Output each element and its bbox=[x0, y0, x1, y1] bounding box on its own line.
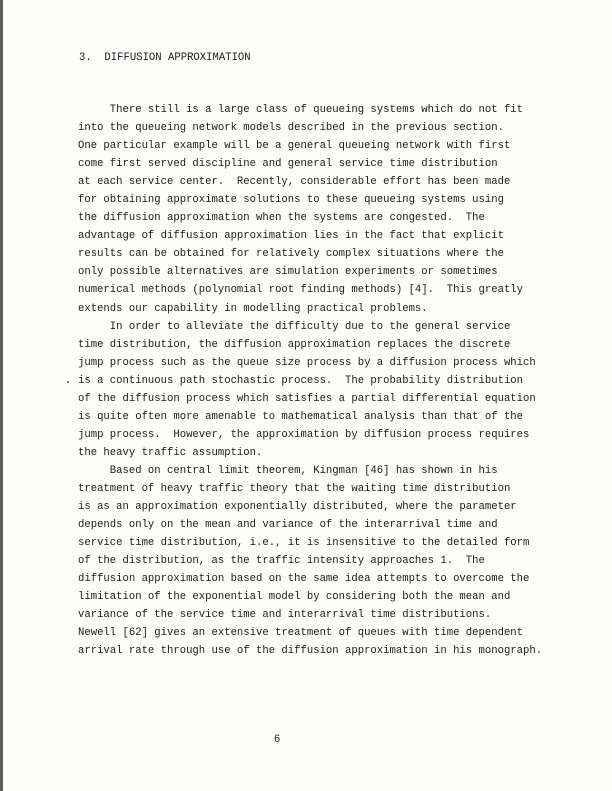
paragraph-1 bbox=[78, 101, 600, 318]
text-line: only possible alternatives are simulation experiments or sometimes bbox=[78, 266, 498, 279]
text-line: into the queueing network models described in the previous section. bbox=[78, 122, 504, 135]
paragraph-2 bbox=[78, 318, 600, 462]
text-line: of the diffusion process which satisfies a partial differential equation bbox=[78, 392, 536, 405]
text-line: extends our capability in modelling practical problems. bbox=[78, 302, 428, 315]
section-body bbox=[78, 101, 600, 660]
text-line: Newell [62] gives an extensive treatment of queues with time dependent bbox=[78, 627, 524, 640]
text-line: is quite often more amenable to mathematical analysis than that of the bbox=[78, 410, 524, 423]
text-line: Based on central limit theorem, Kingman [46] has shown in his bbox=[78, 464, 498, 477]
text-line: arrival rate through use of the diffusion approximation in his monograph. bbox=[78, 645, 543, 658]
text-line: In order to alleviate the difficulty due to the general service bbox=[78, 320, 511, 333]
text-line: limitation of the exponential model by considering both the mean and bbox=[78, 591, 511, 604]
text-line: the diffusion approximation when the systems are congested. The bbox=[78, 212, 485, 225]
text-line: One particular example will be a general queueing network with first bbox=[78, 140, 511, 153]
text-line: jump process. However, the approximation by diffusion process requires bbox=[78, 428, 530, 441]
text-line: numerical methods (polynomial root finding methods) [4]. This greatly bbox=[78, 284, 524, 297]
text-line: service time distribution, i.e., it is insensitive to the detailed form bbox=[78, 537, 530, 550]
text-line: is a continuous path stochastic process. The probability distribution bbox=[78, 374, 524, 387]
paragraph-3 bbox=[78, 462, 600, 661]
text-line: results can be obtained for relatively complex situations where the bbox=[78, 248, 504, 261]
text-line: variance of the service time and interarrival time distributions. bbox=[78, 609, 492, 622]
text-line: jump process such as the queue size process by a diffusion process which bbox=[78, 356, 536, 369]
text-line: of the distribution, as the traffic intensity approaches 1. The bbox=[78, 555, 485, 568]
text-line: for obtaining approximate solutions to these queueing systems using bbox=[78, 194, 504, 207]
text-line: depends only on the mean and variance of the interarrival time and bbox=[78, 519, 498, 532]
scan-edge-shadow bbox=[0, 0, 3, 791]
text-line: time distribution, the diffusion approximation replaces the discrete bbox=[78, 338, 511, 351]
section-heading: 3. DIFFUSION APPROXIMATION bbox=[79, 52, 251, 64]
text-line: diffusion approximation based on the same idea attempts to overcome the bbox=[78, 573, 530, 586]
text-line: come first served discipline and general service time distribution bbox=[78, 158, 498, 171]
text-line: at each service center. Recently, considerable effort has been made bbox=[78, 176, 511, 189]
text-line: treatment of heavy traffic theory that the waiting time distribution bbox=[78, 482, 511, 495]
text-line: the heavy traffic assumption. bbox=[78, 446, 263, 459]
scan-speck bbox=[67, 381, 69, 383]
text-line: is as an approximation exponentially distributed, where the parameter bbox=[78, 501, 517, 514]
text-line: There still is a large class of queueing systems which do not fit bbox=[78, 104, 524, 116]
page-number: 6 bbox=[273, 734, 281, 746]
text-line: advantage of diffusion approximation lies in the fact that explicit bbox=[78, 230, 504, 243]
